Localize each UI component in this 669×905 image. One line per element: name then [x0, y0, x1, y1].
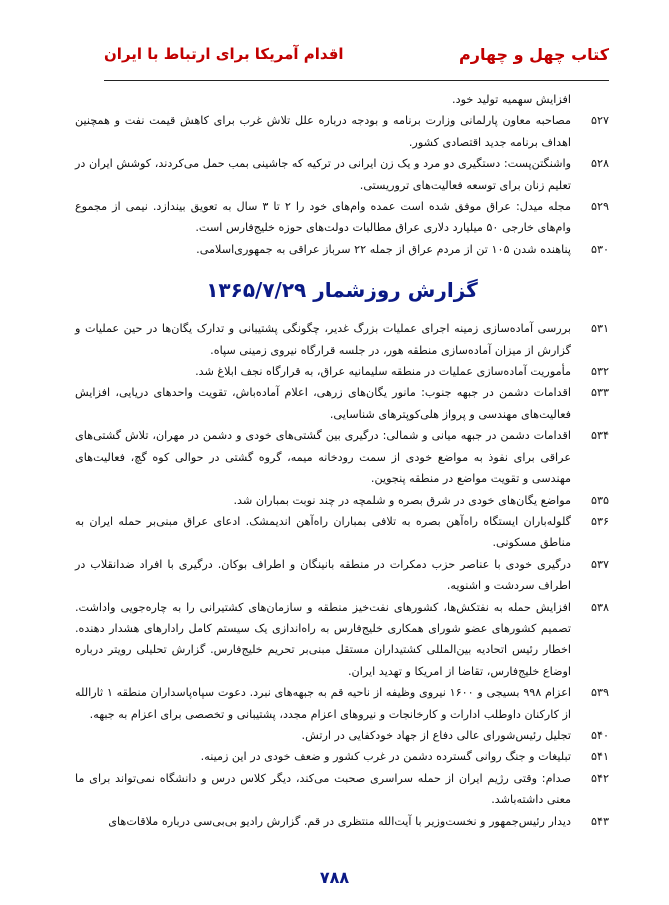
entry-text: مجله میدل: عراق موفق شده است عمده وام‌های خود را ۲ تا ۳ سال به تعویق بیندازد. نیمی از مجموع وام‌های خارجی ۵۰ میلیارد دلاری عراق مطالبات دولت‌های حوزه خلیج‌فارس است. [75, 200, 571, 235]
chapter-title: اقدام آمریکا برای ارتباط با ایران [104, 45, 344, 63]
entry-number: ۵۳۹ [590, 686, 609, 700]
page-body [75, 89, 609, 832]
list-item [75, 361, 609, 382]
entry-number: ۵۲۹ [590, 200, 609, 214]
entry-text: پناهنده شدن ۱۰۵ تن از مردم عراق از جمله ۲۲ سرباز عراقی به جمهوری‌اسلامی. [196, 242, 571, 256]
running-header [104, 40, 609, 68]
list-item [75, 725, 609, 746]
section-title: گزارش روزشمار ۱۳۶۵/۷/۲۹ [206, 278, 478, 303]
list-item [75, 746, 609, 767]
entry-text: صدام: وقتی رژیم ایران از حمله سراسری صحبت می‌کند، دیگر کلاس درس و دانشگاه نمی‌تواند برای ما معنی داشته‌باشد. [75, 771, 571, 807]
entry-number: ۵۴۳ [590, 814, 609, 828]
entry-text: مأموریت آماده‌سازی عملیات در منطقه سلیمانیه عراق، به قرارگاه نجف ابلاغ شد. [195, 365, 571, 379]
entry-text: اقدامات دشمن در جبهه جنوب: مانور یگان‌های زرهی، اعلام آماده‌باش، تقویت واحدهای دریایی، افزایش فعالیت‌های مهندسی و پرواز هلی‌کوپترهای شناسایی. [75, 386, 571, 421]
list-item [75, 490, 609, 511]
list-item [75, 153, 609, 196]
list-item [75, 239, 609, 260]
entry-number: ۵۳۲ [590, 365, 609, 379]
entry-text: اعزام ۹۹۸ بسیجی و ۱۶۰۰ نیروی وظیفه از ناحیه قم به جبهه‌های نبرد. دعوت سپاه‌پاسداران منطقه ۱ ثارالله از کارکنان داوطلب ادارات و کارخانجات و نیروهای اعزام مجدد، پشتیبانی و تخصصی برای اعزام به جبهه. [75, 686, 571, 721]
entry-number: ۵۳۰ [590, 242, 609, 256]
entry-text: افزایش سهمیه تولید خود. [452, 93, 571, 106]
entry-text: بررسی آماده‌سازی زمینه اجرای عملیات بزرگ غدیر، چگونگی پشتیبانی و تدارک یگان‌ها در حین عملیات و گزارش از میزان آماده‌سازی منطقه هور، در جلسه قرارگاه نیروی زمینی سپاه. [75, 322, 571, 357]
entry-text: دیدار رئیس‌جمهور و نخست‌وزیر با آیت‌الله منتظری در قم. گزارش رادیو بی‌بی‌سی درباره ملاقات‌های [108, 814, 571, 828]
entry-number: ۵۳۶ [590, 514, 609, 528]
entry-text: افزایش حمله به نفتکش‌ها، کشورهای نفت‌خیز منطقه و سازمان‌های کشتیرانی را به چاره‌جویی واداشت. تصمیم کشورهای عضو شورای همکاری خلیج‌فارس به راه‌اندازی یک سیستم کامل رادارهای هشدار دهنده. اخطار رئیس اتحادیه بین‌المللی کشتیداران مستقل مبنی‌بر تحریم خلیج‌فارس. گزارش تحلیلی رویتر درباره اوضاع خلیج‌فارس، تقاضا از امریکا و تهدید ایران. [75, 600, 571, 678]
entry-text: درگیری خودی با عناصر حزب دمکرات در منطقه بانینگان و اطراف بوکان. درگیری با افراد ضدانقلاب در اطراف سردشت و اشنویه. [75, 557, 571, 593]
book-title: کتاب چهل و چهارم [459, 44, 609, 64]
list-item [75, 597, 609, 683]
entry-text: تبلیغات و جنگ روانی گسترده دشمن در غرب کشور و ضعف خودی در این زمینه. [200, 750, 571, 764]
list-item [75, 318, 609, 361]
list-item [75, 425, 609, 489]
entry-number: ۵۳۳ [590, 386, 609, 400]
list-item [75, 554, 609, 597]
page-number: ۷۸۸ [319, 868, 350, 887]
header-divider [104, 80, 609, 81]
entry-number: ۵۳۷ [590, 557, 609, 571]
entry-text: اقدامات دشمن در جبهه میانی و شمالی: درگیری بین گشتی‌های خودی و دشمن در مهران، تلاش گشتی‌های عراقی برای نفوذ به مواضع خودی از سمت رودخانه میمه، گروه گشتی در حوالی کوه گچ، فعالیت‌های مهندسی و تقویت مواضع در منطقه پنجوین. [75, 429, 571, 486]
entry-text: تجلیل رئیس‌شورای عالی دفاع از جهاد خودکفایی در ارتش. [301, 728, 571, 742]
list-item [75, 110, 609, 153]
entry-number: ۵۴۲ [590, 771, 609, 785]
list-item [75, 768, 609, 811]
entry-number: ۵۴۱ [590, 750, 609, 764]
entry-number: ۵۲۷ [590, 114, 609, 128]
entry-number: ۵۳۸ [590, 600, 609, 614]
entry-number: ۵۳۵ [590, 493, 609, 507]
list-item [75, 89, 609, 110]
entry-number: ۵۲۸ [590, 157, 609, 171]
entry-text: واشنگتن‌پست: دستگیری دو مرد و یک زن ایرانی در ترکیه که جاشینی بمب حمل می‌کردند، کوشش ایران در تعلیم زنان برای توسعه فعالیت‌های تروریستی. [75, 157, 571, 192]
entry-number: ۵۳۱ [590, 322, 609, 336]
list-item [75, 811, 609, 832]
entry-text: مواضع یگان‌های خودی در شرق بصره و شلمچه در چند نوبت بمباران شد. [233, 493, 571, 507]
list-item [75, 382, 609, 425]
list-item [75, 196, 609, 239]
list-item [75, 682, 609, 725]
list-item [75, 511, 609, 554]
entry-text: گلوله‌باران ایستگاه راه‌آهن بصره به تلافی بمباران راه‌آهن اندیمشک. ادعای عراق مبنی‌بر حمله ایران به مناطق مسکونی. [75, 514, 571, 550]
entry-number: ۵۴۰ [590, 728, 609, 742]
entry-number: ۵۳۴ [590, 429, 609, 443]
entry-text: مصاحبه معاون پارلمانی وزارت برنامه و بودجه درباره علل تلاش غرب برای کاهش قیمت نفت و همچنین اهداف برنامه جدید اقتصادی کشور. [75, 114, 571, 149]
